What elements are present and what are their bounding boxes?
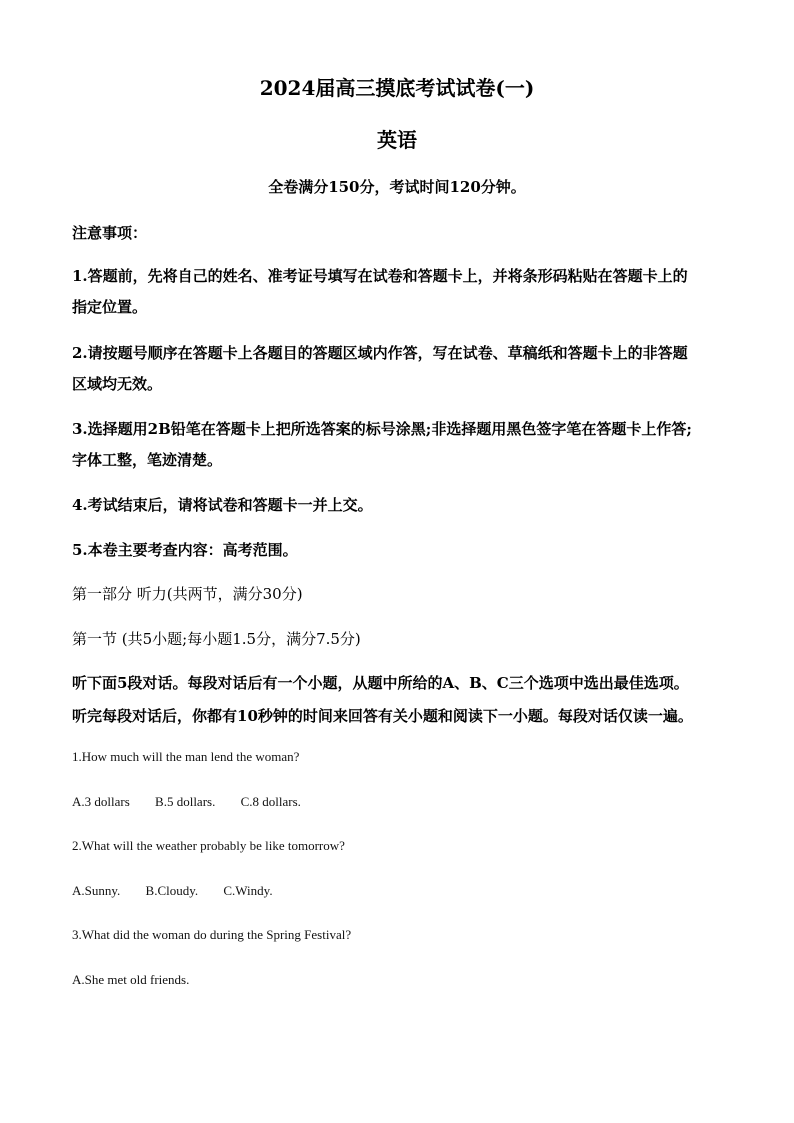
score-note: 全卷满分150分，考试时间120分钟。 xyxy=(268,178,526,196)
question-2-stem: 2.What will the weather probably be like tomorrow? xyxy=(72,838,345,853)
notice-4: 4.考试结束后，请将试卷和答题卡一并上交。 xyxy=(72,496,373,514)
question-2-option-c[interactable]: C.Windy. xyxy=(223,883,273,898)
exam-title: 2024届高三摸底考试试卷(一) xyxy=(259,76,535,100)
question-3-stem: 3.What did the woman do during the Spring Festival? xyxy=(72,927,352,942)
notice-1-line-2: 指定位置。 xyxy=(72,298,148,316)
question-1-stem: 1.How much will the man lend the woman? xyxy=(72,749,300,764)
notice-3-line-1: 3.选择题用2B铅笔在答题卡上把所选答案的标号涂黑;非选择题用黑色签字笔在答题卡上作答; xyxy=(72,420,692,438)
instruction-line-2: 听完每段对话后，你都有10秒钟的时间来回答有关小题和阅读下一小题。每段对话仅读一遍。 xyxy=(72,707,693,725)
question-1-option-a[interactable]: A.3 dollars xyxy=(72,794,130,809)
question-3-options xyxy=(72,972,211,988)
notice-1-line-1: 1.答题前，先将自己的姓名、准考证号填写在试卷和答题卡上，并将条形码粘贴在答题卡上的 xyxy=(72,267,688,285)
instruction-line-1: 听下面5段对话。每段对话后有一个小题，从题中所给的A、B、C三个选项中选出最佳选项。 xyxy=(72,674,689,692)
notice-2-line-2: 区域均无效。 xyxy=(72,375,163,393)
notice-2-line-1: 2.请按题号顺序在答题卡上各题目的答题区域内作答，写在试卷、草稿纸和答题卡上的非答题 xyxy=(72,344,688,362)
question-1-options xyxy=(72,794,323,810)
subject-title: 英语 xyxy=(377,128,417,152)
notice-heading: 注意事项： xyxy=(72,224,148,242)
question-2-options xyxy=(72,883,295,899)
notice-3-line-2: 字体工整，笔迹清楚。 xyxy=(72,451,223,469)
question-1-option-b[interactable]: B.5 dollars. xyxy=(155,794,216,809)
question-1-option-c[interactable]: C.8 dollars. xyxy=(240,794,301,809)
question-2-option-b[interactable]: B.Cloudy. xyxy=(145,883,199,898)
question-3-option-a[interactable]: A.She met old friends. xyxy=(72,972,190,987)
part-heading: 第一部分 听力(共两节，满分30分) xyxy=(72,585,303,603)
section-heading: 第一节 (共5小题;每小题1.5分，满分7.5分) xyxy=(72,630,361,648)
notice-5: 5.本卷主要考查内容：高考范围。 xyxy=(72,541,298,559)
question-2-option-a[interactable]: A.Sunny. xyxy=(72,883,121,898)
